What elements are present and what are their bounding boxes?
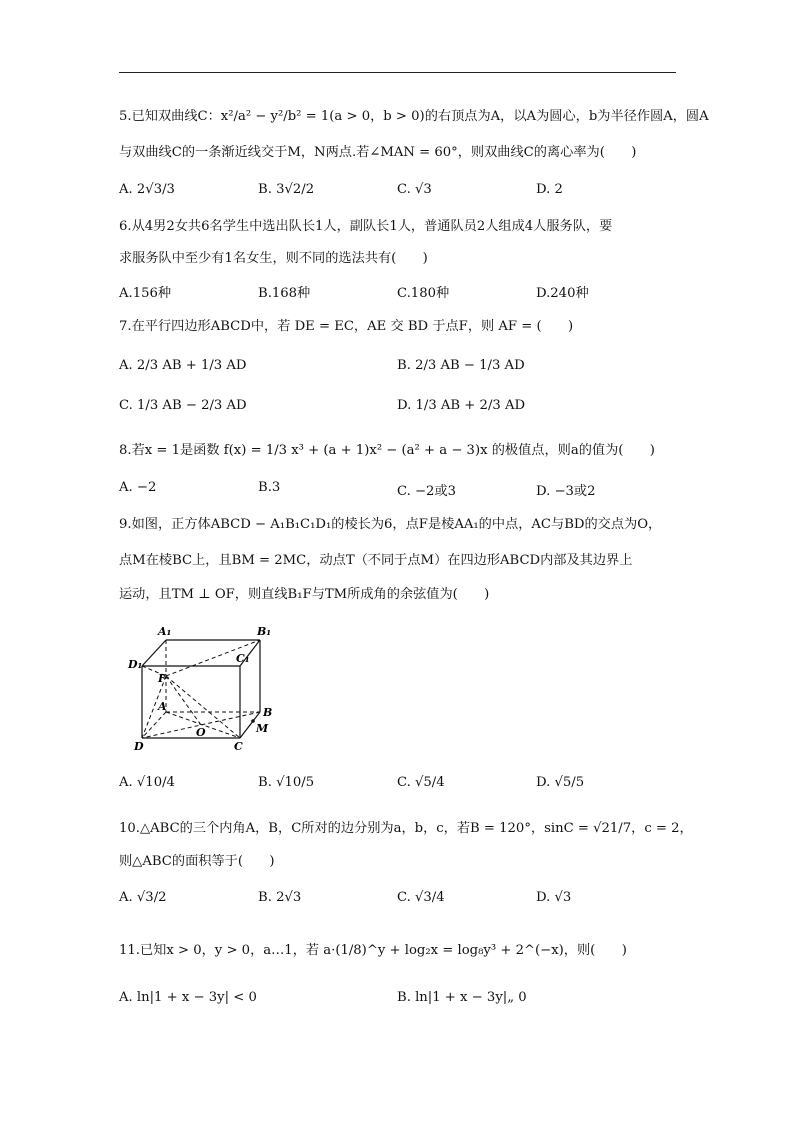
q9-option-a[interactable]: A. √10/4 xyxy=(119,775,175,790)
q5-line1: 5.已知双曲线C：x²/a² − y²/b² = 1(a > 0，b > 0)的右顶点为A，以A为圆心，b为半径作圆A，圆A xyxy=(119,109,709,124)
q10-option-c[interactable]: C. √3/4 xyxy=(397,890,445,905)
figure-label-f: F xyxy=(158,672,166,685)
q10-line1: 10.△ABC的三个内角A，B，C所对的边分别为a，b，c，若B = 120°，sinC = √21/7，c = 2， xyxy=(119,821,693,836)
figure-label-b1: B₁ xyxy=(257,625,272,638)
q11-option-a[interactable]: A. ln|1 + x − 3y| < 0 xyxy=(119,990,257,1005)
q11-line1: 11.已知x > 0，y > 0，a…1，若 a·(1/8)^y + log₂x = log₈y³ + 2^(−x)，则( ) xyxy=(119,943,627,958)
q8-option-d[interactable]: D. −3或2 xyxy=(536,484,596,499)
q7-option-d[interactable]: D. 1/3 AB + 2/3 AD xyxy=(397,398,526,413)
q9-option-d[interactable]: D. √5/5 xyxy=(536,775,585,790)
figure-label-b: B xyxy=(263,706,273,719)
q7-line1: 7.在平行四边形ABCD中，若 DE = EC，AE 交 BD 于点F，则 AF = ( ) xyxy=(119,319,574,334)
q10-option-b[interactable]: B. 2√3 xyxy=(258,890,302,905)
q6-option-a[interactable]: A.156种 xyxy=(119,286,172,301)
figure-label-c: C xyxy=(234,740,243,753)
q5-option-a[interactable]: A. 2√3/3 xyxy=(119,182,175,197)
q7-option-a[interactable]: A. 2/3 AB + 1/3 AD xyxy=(119,358,247,373)
figure-label-a1: A₁ xyxy=(158,625,172,638)
q9-line2: 点M在棱BC上，且BM = 2MC，动点T（不同于点M）在四边形ABCD内部及其边界上 xyxy=(119,553,633,568)
figure-label-d: D xyxy=(134,740,144,753)
q6-line2: 求服务队中至少有1名女生，则不同的选法共有( ) xyxy=(119,251,428,266)
header-rule xyxy=(119,72,676,73)
q8-option-c[interactable]: C. −2或3 xyxy=(397,484,457,499)
q6-option-b[interactable]: B.168种 xyxy=(258,286,311,301)
figure-label-c1: C₁ xyxy=(236,652,250,665)
q5-line2: 与双曲线C的一条渐近线交于M，N两点.若∠MAN = 60°，则双曲线C的离心率为( ) xyxy=(119,145,637,160)
q6-line1: 6.从4男2女共6名学生中选出队长1人，副队长1人，普通队员2人组成4人服务队，要 xyxy=(119,219,613,234)
q6-option-d[interactable]: D.240种 xyxy=(536,286,589,301)
q6-option-c[interactable]: C.180种 xyxy=(397,286,450,301)
q9-line1: 9.如图，正方体ABCD − A₁B₁C₁D₁的棱长为6，点F是棱AA₁的中点，AC与BD的交点为O， xyxy=(119,517,662,532)
q11-option-b[interactable]: B. ln|1 + x − 3y|„ 0 xyxy=(397,990,527,1005)
q7-option-c[interactable]: C. 1/3 AB − 2/3 AD xyxy=(119,398,247,413)
q10-line2: 则△ABC的面积等于( ) xyxy=(119,854,275,869)
figure-label-a: A xyxy=(158,700,167,713)
q10-option-d[interactable]: D. √3 xyxy=(536,890,572,905)
figure-label-d1: D₁ xyxy=(128,658,143,671)
q7-option-b[interactable]: B. 2/3 AB − 1/3 AD xyxy=(397,358,525,373)
q9-line3: 运动，且TM ⊥ OF，则直线B₁F与TM所成角的余弦值为( ) xyxy=(119,587,490,602)
q9-option-b[interactable]: B. √10/5 xyxy=(258,775,315,790)
q10-option-a[interactable]: A. √3/2 xyxy=(119,890,167,905)
q8-option-b[interactable]: B.3 xyxy=(258,480,281,495)
q8-option-a[interactable]: A. −2 xyxy=(119,480,157,495)
q5-option-c[interactable]: C. √3 xyxy=(397,182,432,197)
figure-label-m: M xyxy=(256,722,269,735)
q5-option-d[interactable]: D. 2 xyxy=(536,182,563,197)
figure-label-o: O xyxy=(196,726,206,739)
q8-line1: 8.若x = 1是函数 f(x) = 1/3 x³ + (a + 1)x² − (a² + a − 3)x 的极值点，则a的值为( ) xyxy=(119,443,655,458)
cube-figure xyxy=(126,622,286,754)
q9-option-c[interactable]: C. √5/4 xyxy=(397,775,445,790)
q5-option-b[interactable]: B. 3√2/2 xyxy=(258,182,315,197)
